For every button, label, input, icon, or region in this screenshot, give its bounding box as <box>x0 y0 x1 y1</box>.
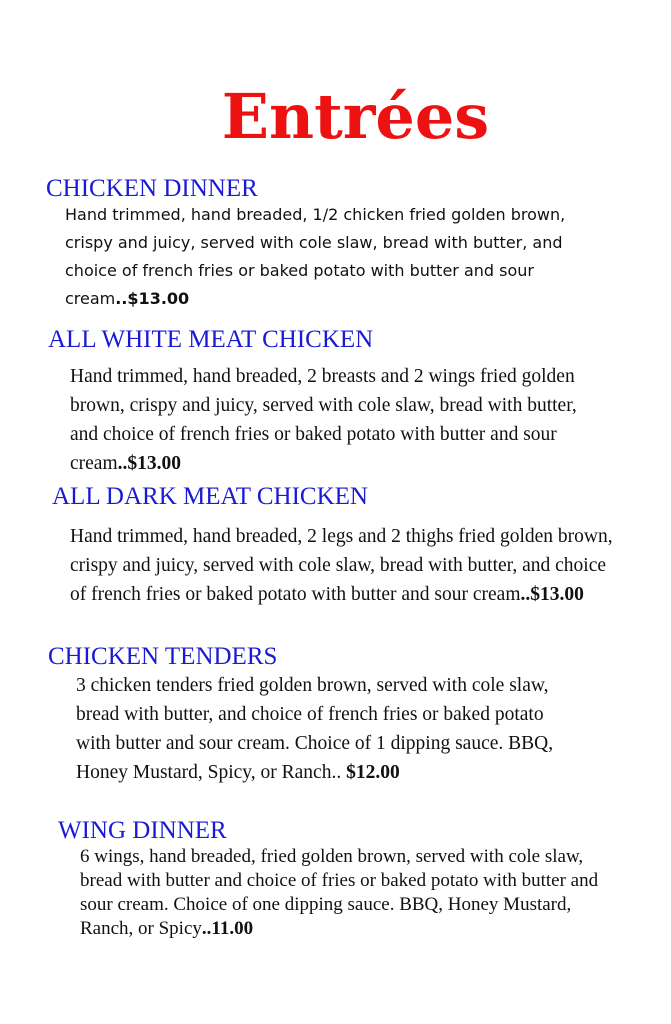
item-description <box>80 845 620 941</box>
menu-item-chicken-tenders <box>48 642 608 787</box>
item-description <box>65 201 610 313</box>
item-description <box>70 362 598 478</box>
item-description <box>70 522 618 609</box>
item-name: ALL DARK MEAT CHICKEN <box>52 483 368 510</box>
item-name: WING DINNER <box>58 817 227 844</box>
menu-item-chicken-dinner <box>46 174 606 313</box>
item-price: ..$13.00 <box>520 584 584 605</box>
item-description-text: 6 wings, hand breaded, fried golden brown, served with cole slaw, bread with butter and choice of fries or baked potato with butter and sour cream. Choice of one dipping sauce. BBQ, Honey Mustard, Ranch, or Spicy <box>80 846 599 939</box>
menu-item-all-white-meat-chicken <box>48 325 618 478</box>
page-title: Entrées <box>221 80 490 153</box>
item-price: ..$13.00 <box>115 289 190 308</box>
item-name: CHICKEN TENDERS <box>48 643 278 670</box>
menu-item-wing-dinner <box>58 816 628 941</box>
menu-item-all-dark-meat-chicken <box>52 482 622 609</box>
item-price: ..11.00 <box>201 918 254 939</box>
item-name: ALL WHITE MEAT CHICKEN <box>48 326 374 353</box>
item-description <box>76 671 576 787</box>
item-description-text: Hand trimmed, hand breaded, 2 legs and 2 thighs fried golden brown, crispy and juicy, served with cole slaw, bread with butter, and choice of french fries or baked potato with butter and sour cream <box>70 526 613 605</box>
item-description-text: Hand trimmed, hand breaded, 2 breasts and 2 wings fried golden brown, crispy and juicy, served with cole slaw, bread with butter, and choice of french fries or baked potato with butter and sour cream <box>70 366 577 474</box>
item-description-text: 3 chicken tenders fried golden brown, served with cole slaw, bread with butter, and choice of french fries or baked potato with butter and sour cream. Choice of 1 dipping sauce. BBQ, Honey Mustard, Spicy, or Ranch.. <box>76 675 554 783</box>
item-description-text: Hand trimmed, hand breaded, 1/2 chicken fried golden brown, crispy and juicy, served with cole slaw, bread with butter, and choice of french fries or baked potato with butter and sour cream <box>65 205 566 308</box>
item-name: CHICKEN DINNER <box>46 175 258 202</box>
item-price: $12.00 <box>346 762 400 783</box>
item-price: ..$13.00 <box>117 453 182 474</box>
